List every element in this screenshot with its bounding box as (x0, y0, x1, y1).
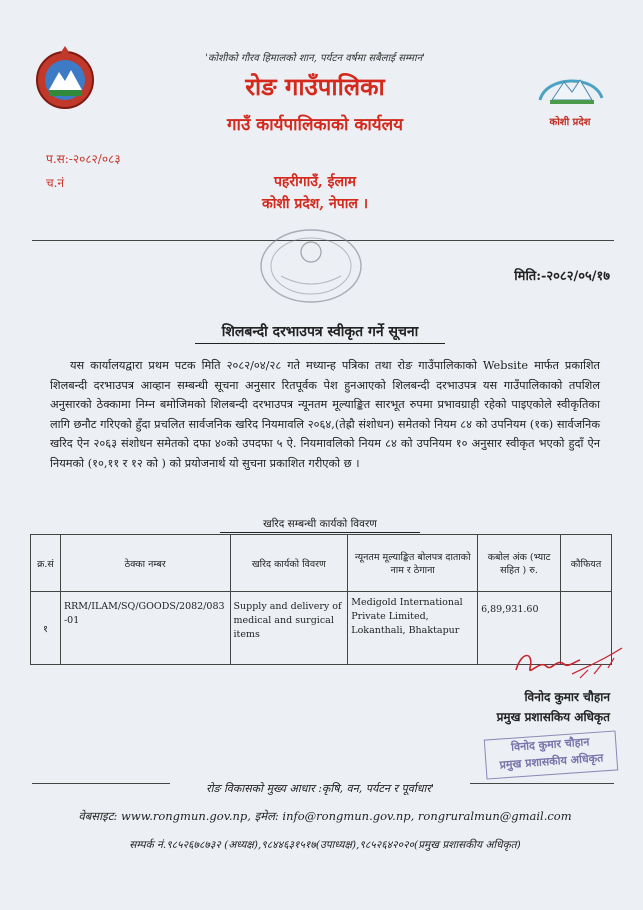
office-seal-icon (256, 226, 366, 308)
cell-description: Supply and delivery of medical and surgical items (230, 592, 348, 665)
col-header-amount: कबोल अंक (भ्याट सहित ) रु. (478, 535, 561, 592)
org-name: रोङ गाउँपालिका (245, 72, 385, 101)
col-header-bidder: न्यूनतम मूल्याङ्कित बोलपत्र दाताको नाम र ठेगाना (348, 535, 478, 592)
footer-tagline: रोङ विकासको मुख्य आधार :कृषि, वन, पर्यटन र पूर्वाधार' (170, 781, 470, 796)
cell-bidder: Medigold International Private Limited, Lokanthali, Bhaktapur (348, 592, 478, 665)
office-name: गाउँ कार्यपालिकाको कार्यलय (226, 115, 404, 135)
dispatch-number: च.नं (46, 176, 65, 190)
col-header-remarks: कौफियत (561, 535, 612, 592)
col-header-sn: क्र.सं (31, 535, 61, 592)
col-header-description: खरिद कार्यको विवरण (230, 535, 348, 592)
koshi-pradesh-logo-text: कोशी प्रदेश (549, 117, 591, 128)
koshi-pradesh-logo-icon (530, 66, 610, 120)
col-header-contract-no: ठेक्का नम्बर (60, 535, 230, 592)
cell-contract-no: RRM/ILAM/SQ/GOODS/2082/083-01 (60, 592, 230, 665)
stamp-line-1: विनोद कुमार चौहान (510, 735, 590, 754)
signatory-role: प्रमुख प्रशासकिय अधिकृत (496, 710, 610, 724)
address-line-1: पहरीगाउँ, ईलाम (273, 174, 357, 190)
notice-title: शिलबन्दी दरभाउपत्र स्वीकृत गर्ने सूचना (195, 322, 445, 344)
notice-body: यस कार्यालयद्वारा प्रथम पटक मिति २०८२/०४/२८ गते मध्यान्ह पत्रिका तथा रोङ गाउँपालिकाको Website मार्फत प्रकाशित शिलबन्दी दरभाउपत्र आव्हान सम्बन्धी सूचना अनुसार रितपूर्वक पेश हुनआएको शिलबन्दी दरभाउपत्र यस गाउँपालिकाको तपशिल अनुसारको ठेक्कामा निम्न बमोजिमको शिलबन्दी दरभाउपत्र न्यूनतम मूल्याङ्कित सारभूत रुपमा प्रभावग्राही रहेको पाइएकोले स्वीकृतिका लागि छनौट गरिएको हुँदा प्रचलित सार्वजनिक खरिद नियमावलि २०६४,(तेह्रौ संशोधन) समेतको नियम ८४ को उपनियम (१क) सार्वजनिक खरिद ऐन २०६३ संशोधन समेतको दफा ४०को उपदफा ५ ऐ. नियमावलिको नियम ८४ को उपनियम १० अनुसार स्वीकृत भएको हुदाँ ऐन नियमको (१०,११ र १२ को ) को प्रयोजनार्थ यो सुचना प्रकाशित गरीएको छ । (50, 359, 600, 470)
motto-text: 'कोशीको गौरव हिमालको शान, पर्यटन वर्षमा सबैलाई सम्मान' (205, 53, 425, 64)
footer-contact: सम्पर्क नं.९८५२६७८७३२ (अध्यक्ष),९८४४६३१५१७(उपाध्यक्ष),९८५२६४२०२०(प्रमुख प्रशासकीय अधिकृत) (129, 839, 521, 851)
table-caption: खरिद सम्बन्धी कार्यको विवरण (220, 517, 420, 533)
cell-sn: १ (31, 592, 61, 665)
table-header-row (31, 535, 612, 592)
stamp-line-2: प्रमुख प्रशासकीय अधिकृत (499, 751, 604, 772)
nepal-emblem-icon (32, 46, 98, 112)
signatory-name: विनोद कुमार चौहान (524, 690, 610, 704)
issue-date: मिति:-२०८२/०५/१७ (514, 269, 610, 284)
handwritten-signature-icon (510, 640, 630, 688)
name-stamp (484, 730, 618, 779)
footer-web-email: वेबसाइट: www.rongmun.gov.np, इमेल: info@rongmun.gov.np, rongruralmun@gmail.com (78, 809, 572, 823)
reference-number: प.स:-२०८२/०८३ (46, 152, 121, 166)
cell-amount: 6,89,931.60 (478, 592, 561, 665)
address-line-2: कोशी प्रदेश, नेपाल । (261, 196, 369, 212)
